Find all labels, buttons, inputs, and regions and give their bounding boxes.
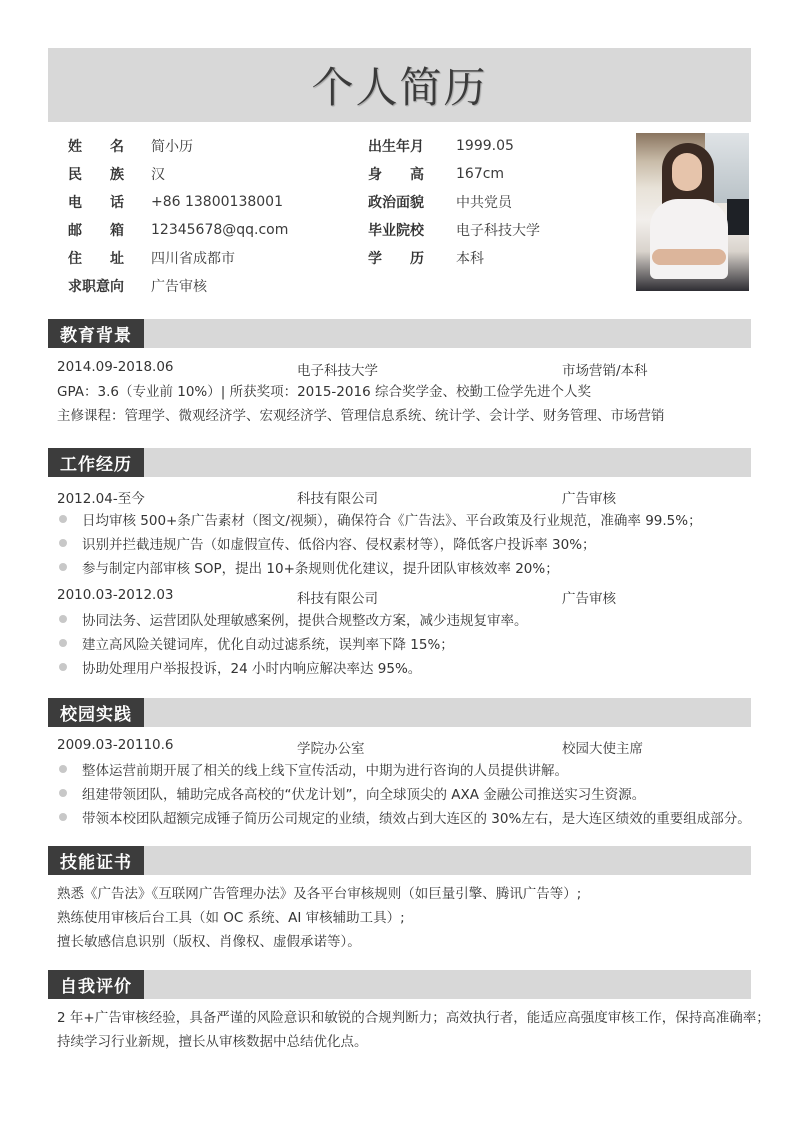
bullet-dot-icon bbox=[59, 563, 67, 571]
list-item: 带领本校团队超额完成锤子简历公司规定的业绩，绩效占到大连区的 30%左右，是大连区绩效的重要组成部分。 bbox=[57, 806, 751, 828]
skill-line: 熟练使用审核后台工具（如 OC 系统、AI 审核辅助工具）; bbox=[57, 910, 405, 926]
bullet-dot-icon bbox=[59, 515, 67, 523]
profile-label: 住 址 bbox=[68, 251, 124, 267]
profile-value-school: 电子科技大学 bbox=[456, 223, 540, 239]
photo-arms bbox=[652, 249, 726, 265]
profile-value-ethnicity: 汉 bbox=[151, 167, 165, 183]
skill-line: 熟悉《广告法》《互联网广告管理办法》及各平台审核规则（如巨量引擎、腾讯广告等）; bbox=[57, 886, 582, 902]
section-title-education: 教育背景 bbox=[48, 319, 144, 348]
section-header-campus bbox=[48, 698, 751, 727]
profile-label: 求职意向 bbox=[68, 279, 124, 295]
self-eval-line: 持续学习行业新规，擅长从审核数据中总结优化点。 bbox=[57, 1034, 368, 1050]
profile-value-height: 167cm bbox=[456, 166, 505, 182]
profile-label: 出生年月 bbox=[368, 139, 424, 155]
profile-value-email: 12345678@qq.com bbox=[151, 222, 289, 238]
bullet-dot-icon bbox=[59, 789, 67, 797]
section-header-work bbox=[48, 448, 751, 477]
profile-row-degree bbox=[368, 244, 484, 272]
section-title-skills: 技能证书 bbox=[48, 846, 144, 875]
profile-row-political bbox=[368, 188, 512, 216]
education-period: 2014.09-2018.06 bbox=[57, 359, 174, 375]
profile-label: 身 高 bbox=[368, 167, 424, 183]
profile-photo bbox=[636, 133, 749, 291]
section-title-self-eval: 自我评价 bbox=[48, 970, 144, 999]
profile-value-job-intent: 广告审核 bbox=[151, 279, 207, 295]
list-item: 建立高风险关键词库，优化自动过滤系统，误判率下降 15%； bbox=[57, 632, 454, 654]
profile-value-name: 简小历 bbox=[151, 139, 193, 155]
work-job-period: 2010.03-2012.03 bbox=[57, 587, 174, 603]
profile-row-email bbox=[68, 216, 288, 244]
list-item: 组建带领团队，辅助完成各高校的“伏龙计划”，向全球顶尖的 AXA 金融公司推送实习生资源。 bbox=[57, 782, 645, 804]
profile-label: 电 话 bbox=[68, 195, 124, 211]
bullet-dot-icon bbox=[59, 539, 67, 547]
profile-row-address bbox=[68, 244, 235, 272]
campus-period: 2009.03-20110.6 bbox=[57, 737, 174, 753]
education-major: 市场营销/本科 bbox=[562, 363, 648, 379]
page-title: 个人简历 bbox=[311, 63, 488, 112]
photo-face bbox=[672, 153, 702, 191]
profile-row-height bbox=[368, 160, 504, 188]
campus-row bbox=[57, 735, 747, 757]
profile-value-address: 四川省成都市 bbox=[151, 251, 235, 267]
profile-label: 政治面貌 bbox=[368, 195, 424, 211]
skill-line: 擅长敏感信息识别（版权、肖像权、虚假承诺等）。 bbox=[57, 934, 361, 950]
profile-row-ethnicity bbox=[68, 160, 165, 188]
education-row bbox=[57, 357, 747, 379]
work-job-role: 广告审核 bbox=[562, 591, 616, 607]
profile-row-job-intent bbox=[68, 272, 207, 300]
list-item: 参与制定内部审核 SOP，提出 10+条规则优化建议，提升团队审核效率 20%； bbox=[57, 556, 559, 578]
education-school: 电子科技大学 bbox=[297, 363, 378, 379]
profile-label: 姓 名 bbox=[68, 139, 124, 155]
profile-row-name bbox=[68, 132, 193, 160]
bullet-dot-icon bbox=[59, 765, 67, 773]
section-title-campus: 校园实践 bbox=[48, 698, 144, 727]
campus-org: 学院办公室 bbox=[297, 741, 365, 757]
section-header-education bbox=[48, 319, 751, 348]
profile-row-birth bbox=[368, 132, 514, 160]
profile-value-phone: +86 13800138001 bbox=[151, 194, 283, 210]
profile-value-political: 中共党员 bbox=[456, 195, 512, 211]
photo-shirt bbox=[650, 199, 728, 279]
list-item: 日均审核 500+条广告素材（图文/视频），确保符合《广告法》、平台政策及行业规范，准确率 99.5%； bbox=[57, 508, 702, 530]
work-job-company: 科技有限公司 bbox=[297, 591, 378, 607]
list-item: 协同法务、运营团队处理敏感案例，提供合规整改方案，减少违规复审率。 bbox=[57, 608, 528, 630]
profile-label: 民 族 bbox=[68, 167, 124, 183]
bullet-dot-icon bbox=[59, 639, 67, 647]
profile-label: 邮 箱 bbox=[68, 223, 124, 239]
work-job-row bbox=[57, 485, 747, 507]
profile-row-school bbox=[368, 216, 540, 244]
work-job-company: 科技有限公司 bbox=[297, 491, 378, 507]
self-eval-line: 2 年+广告审核经验，具备严谨的风险意识和敏锐的合规判断力；高效执行者，能适应高强度审核工作，保持高准确率； bbox=[57, 1010, 770, 1026]
profile-row-phone bbox=[68, 188, 283, 216]
photo-monitor bbox=[727, 199, 749, 235]
profile-value-birth: 1999.05 bbox=[456, 138, 514, 154]
work-job-row bbox=[57, 585, 747, 607]
bullet-dot-icon bbox=[59, 615, 67, 623]
list-item: 识别并拦截违规广告（如虚假宣传、低俗内容、侵权素材等），降低客户投诉率 30%； bbox=[57, 532, 596, 554]
campus-role: 校园大使主席 bbox=[562, 741, 643, 757]
education-gpa: GPA：3.6（专业前 10%）| 所获奖项：2015-2016 综合奖学金、校勤工俭学先进个人奖 bbox=[57, 384, 591, 400]
list-item: 整体运营前期开展了相关的线上线下宣传活动，中期为进行咨询的人员提供讲解。 bbox=[57, 758, 568, 780]
work-job-role: 广告审核 bbox=[562, 491, 616, 507]
bullet-dot-icon bbox=[59, 663, 67, 671]
section-title-work: 工作经历 bbox=[48, 448, 144, 477]
profile-label: 学 历 bbox=[368, 251, 424, 267]
profile-label: 毕业院校 bbox=[368, 223, 424, 239]
section-header-skills bbox=[48, 846, 751, 875]
work-job-period: 2012.04-至今 bbox=[57, 491, 145, 507]
list-item: 协助处理用户举报投诉，24 小时内响应解决率达 95%。 bbox=[57, 656, 421, 678]
bullet-dot-icon bbox=[59, 813, 67, 821]
section-header-self-eval bbox=[48, 970, 751, 999]
education-courses: 主修课程：管理学、微观经济学、宏观经济学、管理信息系统、统计学、会计学、财务管理、市场营销 bbox=[57, 408, 665, 424]
title-banner bbox=[48, 48, 751, 122]
profile-value-degree: 本科 bbox=[456, 251, 484, 267]
